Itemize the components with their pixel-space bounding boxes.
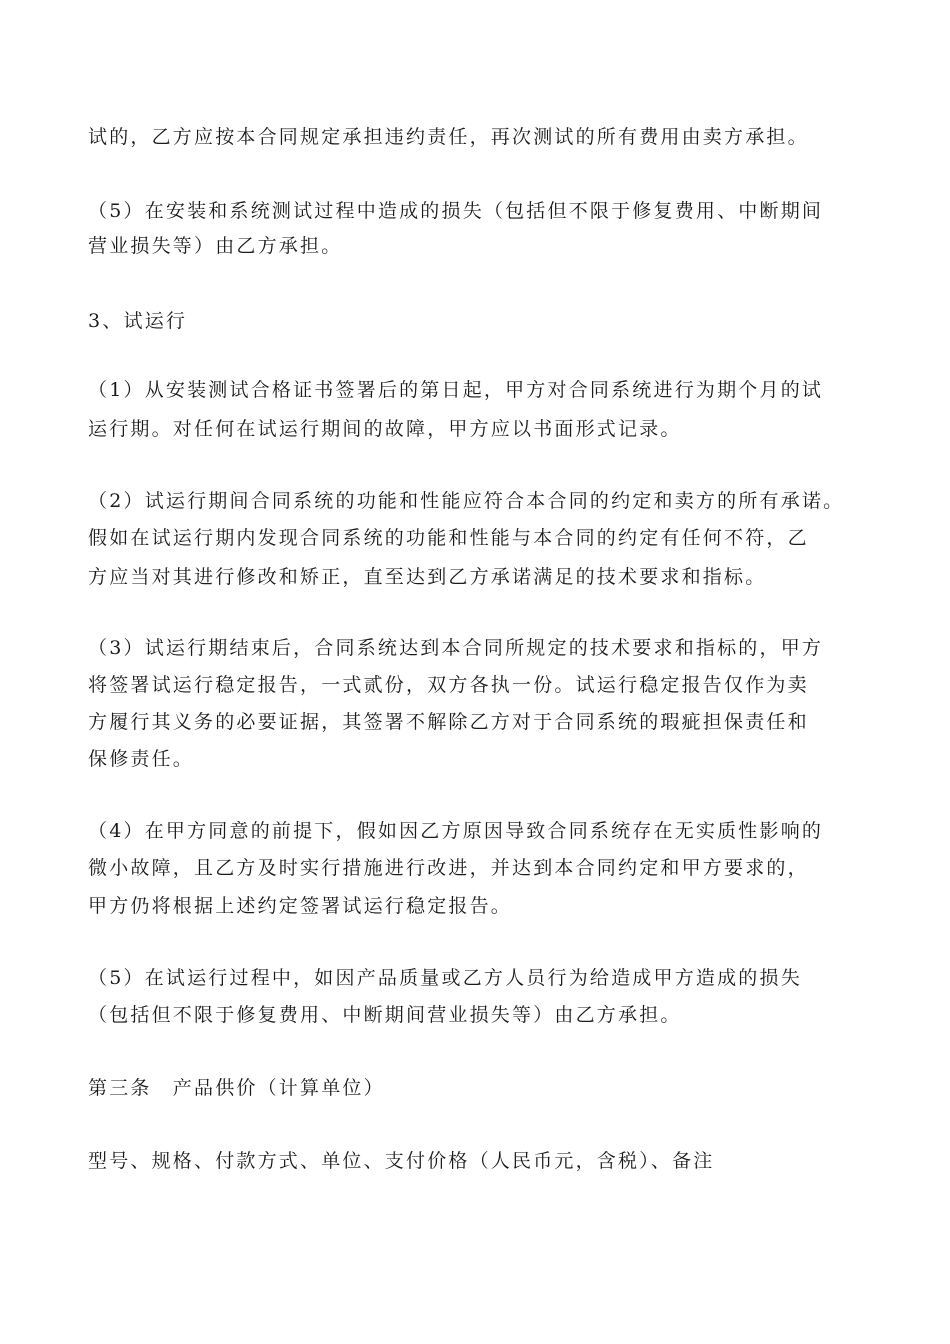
paragraph-line: 微小故障，且乙方及时实行措施进行改进，并达到本合同约定和甲方要求的，	[88, 857, 809, 879]
section-heading: 3、试运行	[88, 310, 188, 332]
paragraph-line: 试的，乙方应按本合同规定承担违约责任，再次测试的所有费用由卖方承担。	[88, 126, 809, 148]
paragraph-line: 营业损失等）由乙方承担。	[88, 235, 343, 257]
paragraph-line: 假如在试运行期内发现合同系统的功能和性能与本合同的约定有任何不符，乙	[88, 527, 809, 549]
paragraph-line: （3）试运行期结束后，合同系统达到本合同所规定的技术要求和指标的，甲方	[88, 637, 824, 659]
paragraph-line: （1）从安装测试合格证书签署后的第日起，甲方对合同系统进行为期个月的试	[88, 379, 824, 401]
paragraph-line: 运行期。对任何在试运行期间的故障，甲方应以书面形式记录。	[88, 418, 682, 440]
paragraph-line: （5）在安装和系统测试过程中造成的损失（包括但不限于修复费用、中断期间	[88, 200, 824, 222]
article-heading: 第三条 产品供价（计算单位）	[88, 1077, 385, 1099]
paragraph-line: 方履行其义务的必要证据，其签署不解除乙方对于合同系统的瑕疵担保责任和	[88, 711, 809, 733]
paragraph-line: （包括但不限于修复费用、中断期间营业损失等）由乙方承担。	[88, 1004, 682, 1026]
paragraph-line: 保修责任。	[88, 748, 195, 770]
paragraph-line: （4）在甲方同意的前提下，假如因乙方原因导致合同系统存在无实质性影响的	[88, 820, 824, 842]
paragraph-line: 将签署试运行稳定报告，一式贰份，双方各执一份。试运行稳定报告仅作为卖	[88, 674, 809, 696]
column-list: 型号、规格、付款方式、单位、支付价格（人民币元，含税）、备注	[88, 1150, 715, 1172]
paragraph-line: 甲方仍将根据上述约定签署试运行稳定报告。	[88, 895, 513, 917]
paragraph-line: （2）试运行期间合同系统的功能和性能应符合本合同的约定和卖方的所有承诺。	[88, 490, 845, 512]
paragraph-line: （5）在试运行过程中，如因产品质量或乙方人员行为给造成甲方造成的损失	[88, 967, 802, 989]
paragraph-line: 方应当对其进行修改和矫正，直至达到乙方承诺满足的技术要求和指标。	[88, 566, 767, 588]
